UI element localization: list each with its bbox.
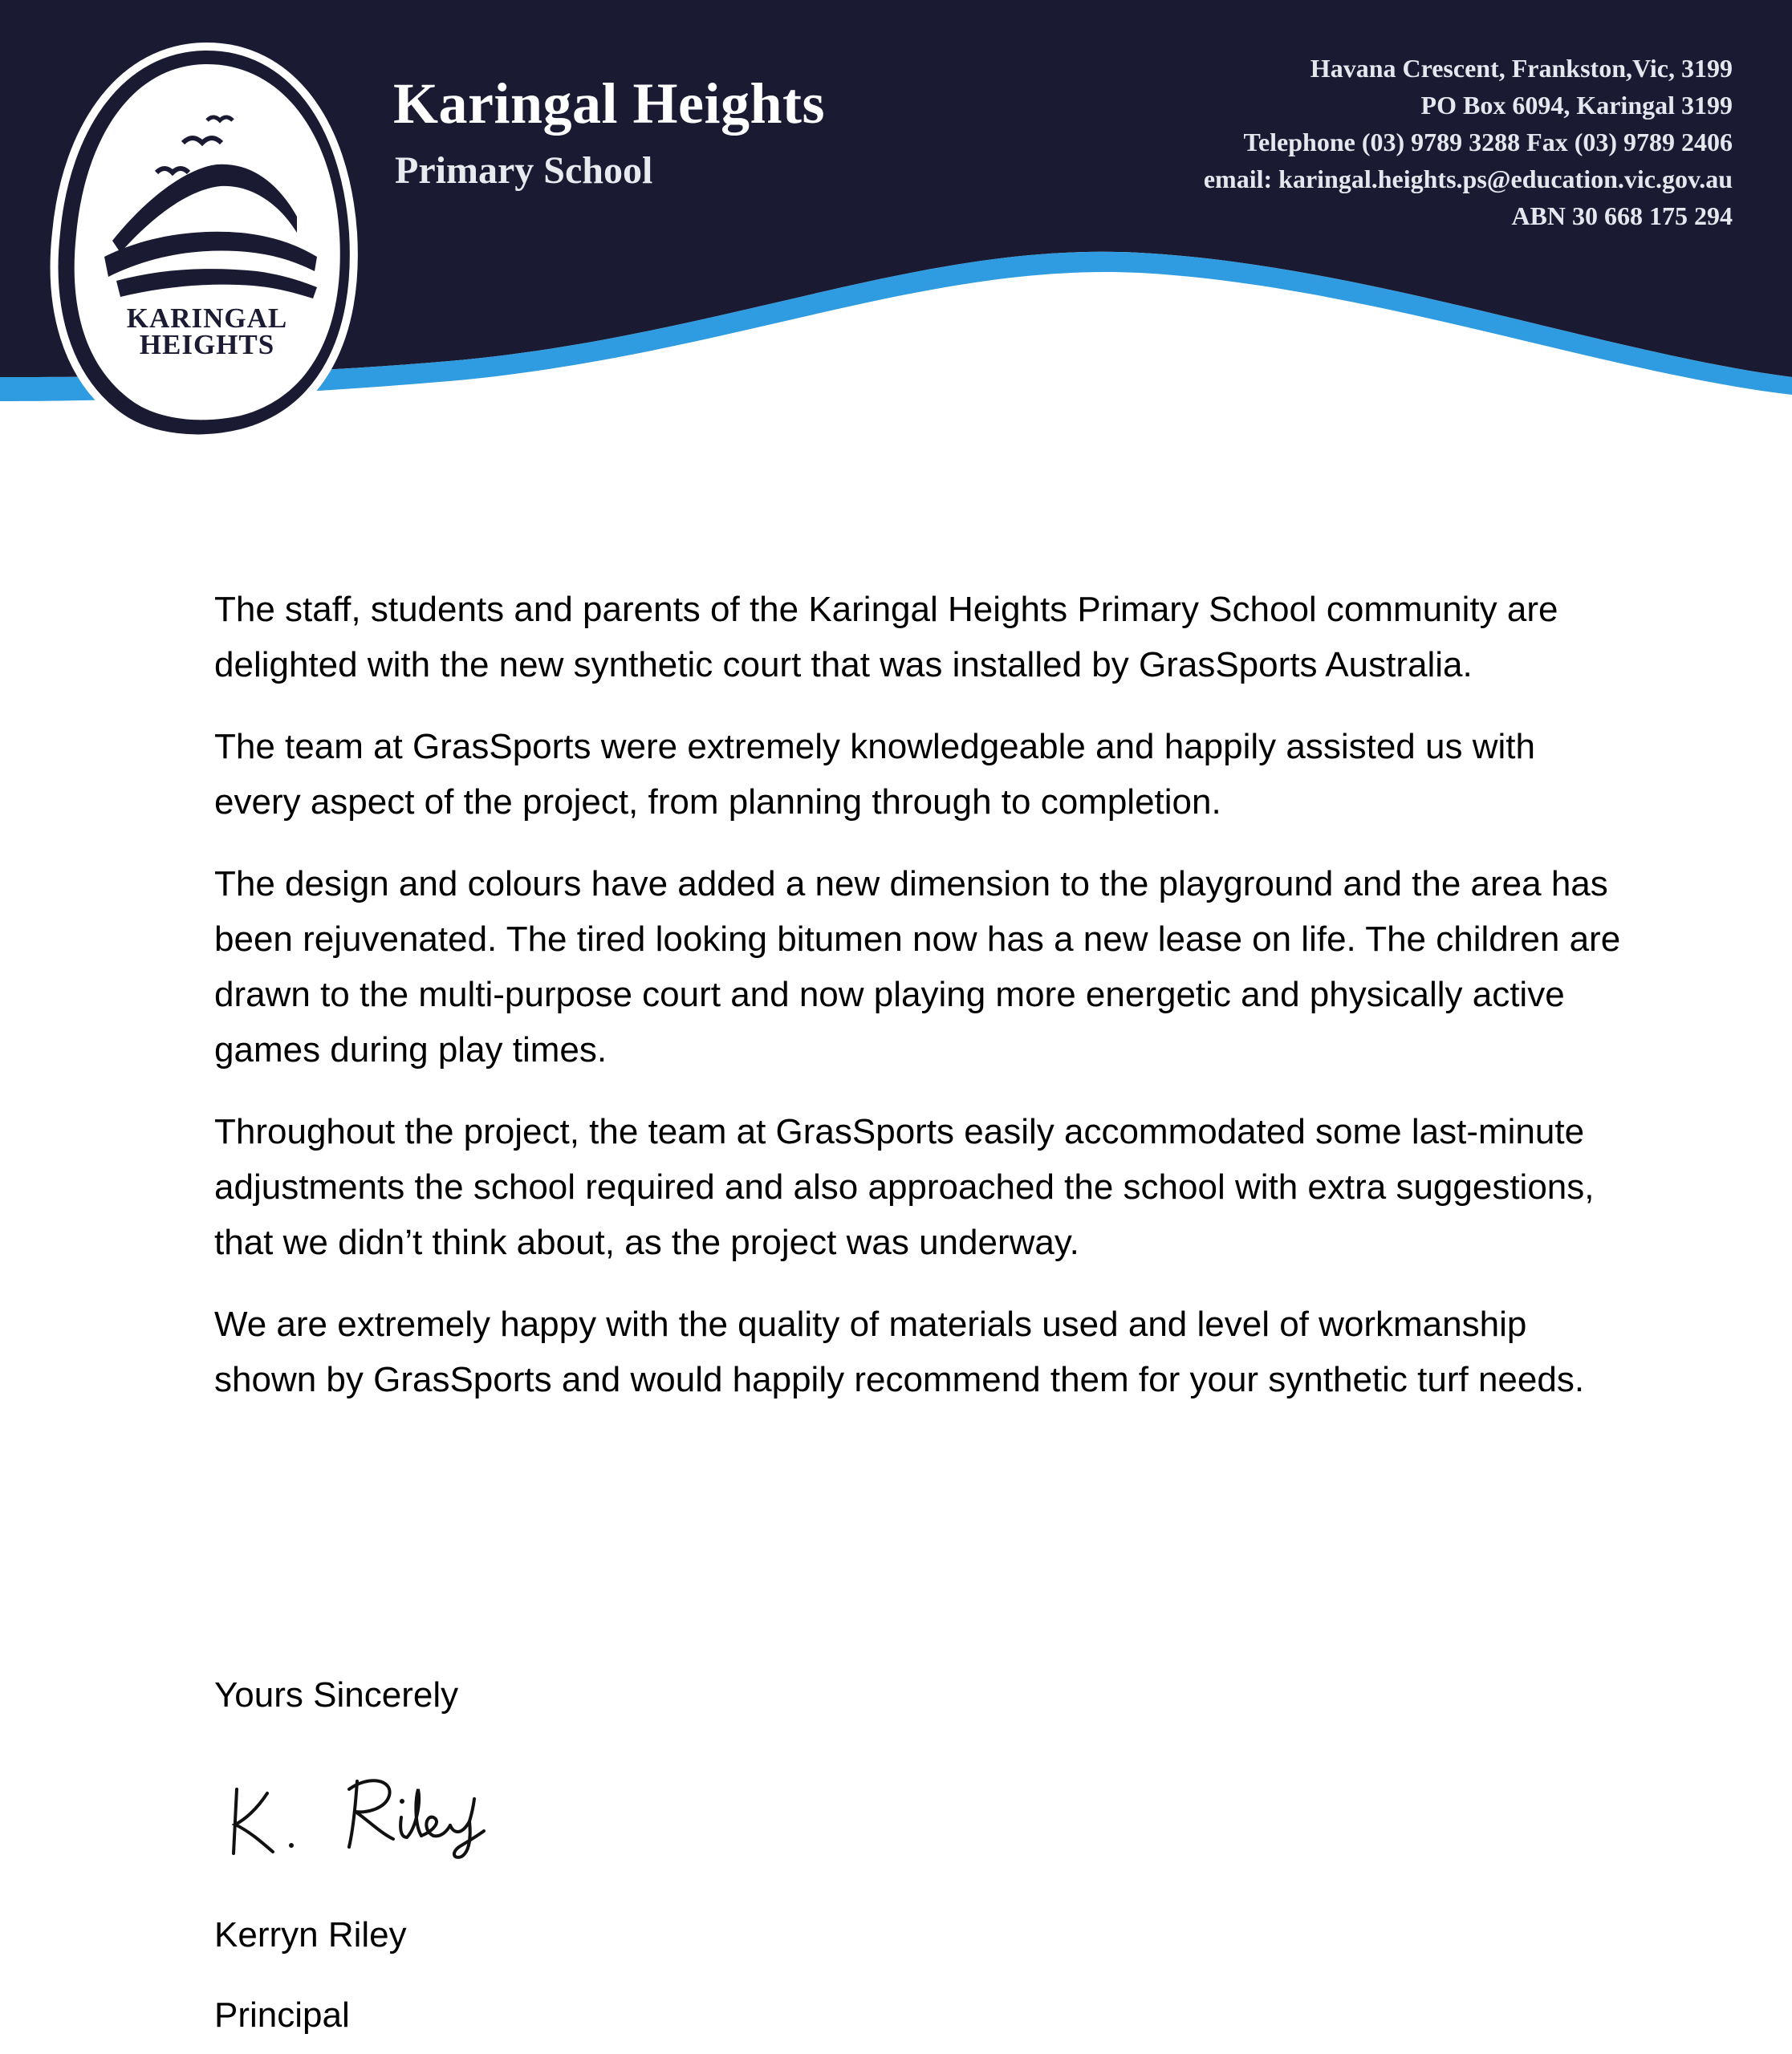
signature: [229, 1757, 518, 1861]
closing-salutation: Yours Sincerely: [214, 1675, 459, 1715]
paragraph: The staff, students and parents of the Karingal Heights Primary School community are delighted with the new synthetic court that was installed by GrasSports Australia.: [214, 590, 1558, 684]
logo-text-karingal: KARINGAL: [126, 302, 288, 334]
paragraph: The team at GrasSports were extremely knowledgeable and happily assisted us with every aspect of the project, from planning through to completion.: [214, 727, 1535, 822]
letter-body: [214, 582, 1627, 1434]
contact-phone-fax: Telephone (03) 9789 3288 Fax (03) 9789 2406: [1243, 128, 1733, 156]
logo-text-heights: HEIGHTS: [139, 329, 275, 360]
contact-block: [1204, 50, 1733, 234]
signer-name: Kerryn Riley: [214, 1915, 407, 1955]
signer-role: Principal: [214, 1995, 350, 2035]
school-type: Primary School: [395, 149, 653, 192]
school-name: Karingal Heights: [393, 71, 826, 136]
contact-address: Havana Crescent, Frankston,Vic, 3199: [1310, 54, 1733, 83]
contact-po-box: PO Box 6094, Karingal 3199: [1420, 91, 1733, 120]
letterhead-banner: [0, 0, 1792, 449]
paragraph: The design and colours have added a new dimension to the playground and the area has been rejuvenated. The tired looking bitumen now has a new lease on life. The children are drawn to the multi-purpose court and now playing more energetic and physically active games during play times.: [214, 864, 1621, 1070]
contact-email[interactable]: email: karingal.heights.ps@education.vic.gov.au: [1203, 164, 1733, 193]
contact-abn: ABN 30 668 175 294: [1511, 201, 1733, 230]
paragraph: Throughout the project, the team at GrasSports easily accommodated some last-minute adjustments the school required and also approached the school with extra suggestions, that we didn’t think about, as the project was underway.: [214, 1112, 1595, 1262]
paragraph: We are extremely happy with the quality of materials used and level of workmanship shown by GrasSports and would happily recommend them for your synthetic turf needs.: [214, 1305, 1585, 1399]
